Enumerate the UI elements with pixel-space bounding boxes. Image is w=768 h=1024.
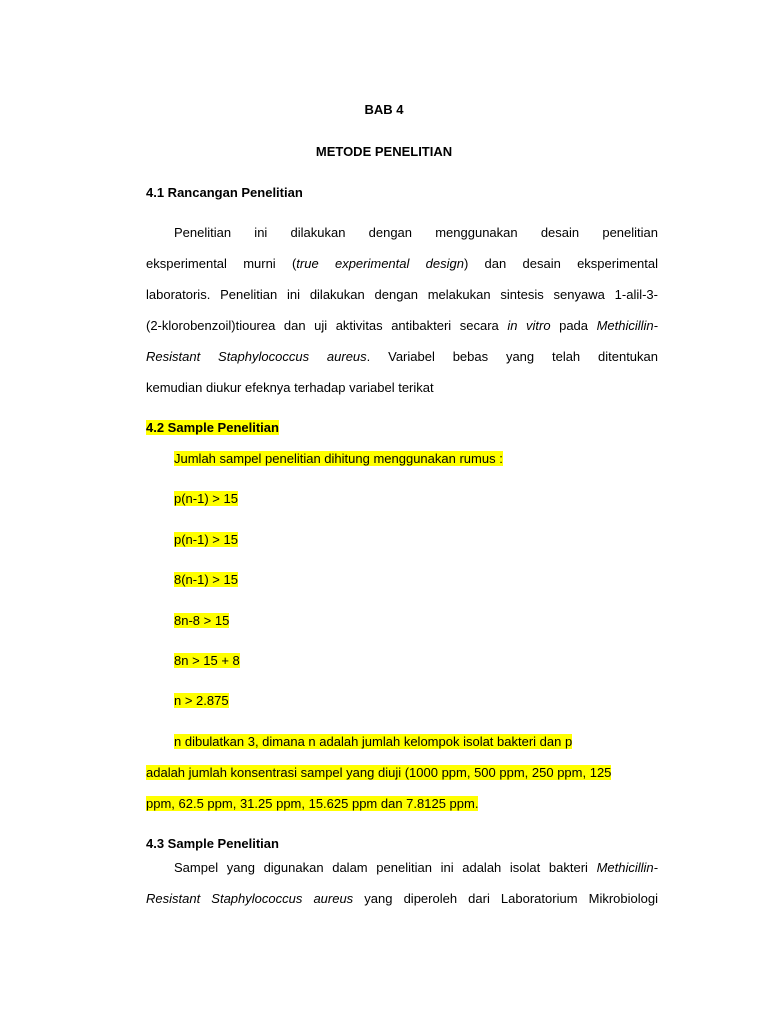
formula-line xyxy=(174,613,229,628)
formula-text: n > 2.875 xyxy=(174,693,229,708)
sample-size-intro xyxy=(174,451,503,466)
text-segment: pada xyxy=(550,318,597,333)
section-4-3-line-1 xyxy=(174,860,658,875)
section-4-3-heading: 4.3 Sample Penelitian xyxy=(146,836,279,851)
section-4-1-line-4 xyxy=(146,318,658,333)
italic-term: Methicillin- xyxy=(596,318,658,333)
section-4-1-line-1: Penelitian ini dilakukan dengan menggunakan desain penelitian xyxy=(174,225,658,240)
highlighted-text: ppm, 62.5 ppm, 31.25 ppm, 15.625 ppm dan 7.8125 ppm. xyxy=(146,796,479,811)
italic-term: Resistant Staphylococcus aureus xyxy=(146,891,354,906)
text-segment: ) dan desain eksperimental xyxy=(463,256,659,271)
text-segment: Sampel yang digunakan dalam penelitian ini adalah isolat bakteri xyxy=(174,860,597,875)
formula-line xyxy=(174,572,238,587)
rounding-note-line-3 xyxy=(146,796,478,811)
formula-text: 8(n-1) > 15 xyxy=(174,572,238,587)
highlighted-text: adalah jumlah konsentrasi sampel yang diuji (1000 ppm, 500 ppm, 250 ppm, 125 xyxy=(146,765,612,780)
text-segment: (2-klorobenzoil)tiourea dan uji aktivitas antibakteri secara xyxy=(146,318,508,333)
italic-term: Resistant Staphylococcus aureus xyxy=(146,349,367,364)
highlighted-heading: 4.2 Sample Penelitian xyxy=(146,420,279,435)
text-segment: eksperimental murni ( xyxy=(146,256,297,271)
italic-term: in vitro xyxy=(507,318,551,333)
formula-text: p(n-1) > 15 xyxy=(174,532,238,547)
section-4-3-line-2 xyxy=(146,891,658,906)
italic-term: true experimental design xyxy=(296,256,464,271)
chapter-title: METODE PENELITIAN xyxy=(315,144,453,159)
highlighted-text: n dibulatkan 3, dimana n adalah jumlah kelompok isolat bakteri dan p xyxy=(174,734,573,749)
section-4-1-line-2 xyxy=(146,256,658,271)
rounding-note-line-1 xyxy=(174,734,572,749)
italic-term: Methicillin- xyxy=(596,860,658,875)
highlighted-text: Jumlah sampel penelitian dihitung menggunakan rumus : xyxy=(174,451,503,466)
formula-line xyxy=(174,532,238,547)
text-segment: yang diperoleh dari Laboratorium Mikrobiologi xyxy=(353,891,658,906)
section-4-1-line-6: kemudian diukur efeknya terhadap variabel terikat xyxy=(146,380,434,395)
text-segment: . Variabel bebas yang telah ditentukan xyxy=(366,349,658,364)
formula-text: p(n-1) > 15 xyxy=(174,491,238,506)
section-4-1-heading: 4.1 Rancangan Penelitian xyxy=(146,185,303,200)
formula-line xyxy=(174,693,229,708)
formula-text: 8n > 15 + 8 xyxy=(174,653,240,668)
formula-line xyxy=(174,653,240,668)
rounding-note-line-2 xyxy=(146,765,611,780)
section-4-2-heading xyxy=(146,420,279,435)
formula-text: 8n-8 > 15 xyxy=(174,613,230,628)
section-4-1-line-3: laboratoris. Penelitian ini dilakukan dengan melakukan sintesis senyawa 1-alil-3- xyxy=(146,287,658,302)
chapter-number: BAB 4 xyxy=(364,102,404,117)
section-4-1-line-5 xyxy=(146,349,658,364)
formula-line xyxy=(174,491,238,506)
